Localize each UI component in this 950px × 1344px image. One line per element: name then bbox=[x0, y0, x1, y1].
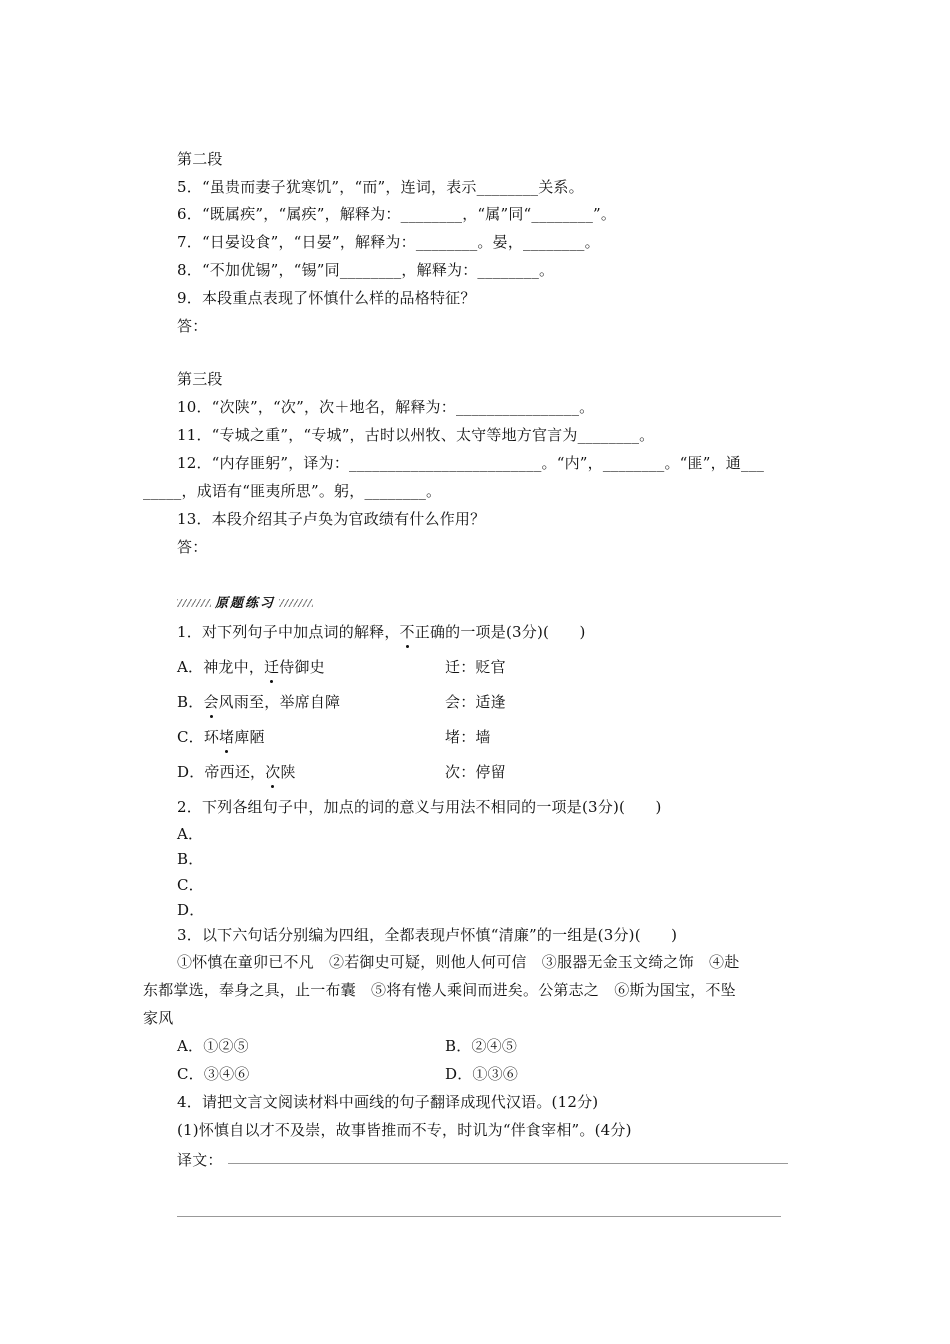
option-text: B． bbox=[177, 693, 204, 711]
q3-options-row1 bbox=[177, 1036, 777, 1056]
question-9: 9．本段重点表现了怀慎什么样的品格特征？ bbox=[177, 289, 476, 307]
q3-option-b: B．②④⑤ bbox=[445, 1037, 518, 1055]
question-11: 11．“专城之重”，“专城”，古时以州牧、太守等地方官言为________。 bbox=[177, 426, 655, 444]
option-text: C．环 bbox=[177, 728, 220, 746]
q3-body-line1: ①怀慎在童卯已不凡 ②若御史可疑，则他人何可信 ③服器无金玉文绮之饰 ④赴 bbox=[177, 953, 740, 971]
q1-option-b bbox=[177, 692, 777, 712]
option-explanation: 迁：贬官 bbox=[445, 658, 506, 676]
practice-banner bbox=[177, 592, 317, 612]
option-text: 庳陋 bbox=[234, 728, 265, 746]
q3-options-row2 bbox=[177, 1064, 777, 1084]
question-7: 7．“日晏设食”，“日晏”，解释为：________。晏，________。 bbox=[177, 233, 600, 251]
translation-answer-line bbox=[228, 1163, 788, 1164]
q2-option-a: A． bbox=[177, 825, 204, 843]
translation-label: 译文： bbox=[177, 1151, 223, 1169]
question-3-stem: 3．以下六句话分别编为四组，全都表现卢怀慎“清廉”的一组是(3分)( ) bbox=[177, 926, 678, 944]
translation-answer-line-2 bbox=[177, 1216, 781, 1217]
question-6: 6．“既属疾”，“属疾”，解释为：________，“属”同“________”。 bbox=[177, 205, 617, 223]
banner-hatch-right bbox=[279, 599, 313, 607]
q1-option-a bbox=[177, 657, 777, 677]
question-12-line1: 12．“内存匪躬”，译为：_________________________。“内”，________。“匪”，通___ bbox=[177, 454, 765, 472]
option-explanation: 堵：墙 bbox=[445, 728, 491, 746]
q3-body-line3: 家风 bbox=[143, 1009, 174, 1027]
q4-sub-question-1: (1)怀慎自以才不及崇，故事皆推而不专，时讥为“伴食宰相”。(4分) bbox=[177, 1121, 632, 1139]
q1-stem-before: 1．对下列句子中加点词的解释， bbox=[177, 623, 400, 641]
question-4-stem: 4．请把文言文阅读材料中画线的句子翻译成现代汉语。(12分) bbox=[177, 1093, 599, 1111]
option-explanation: 会：适逢 bbox=[445, 693, 506, 711]
option-text: 风雨至，举席自障 bbox=[218, 693, 341, 711]
q2-option-b: B． bbox=[177, 850, 204, 868]
q3-option-d: D．①③⑥ bbox=[445, 1065, 519, 1083]
banner-title: 原题练习 bbox=[215, 596, 276, 611]
question-2-stem: 2．下列各组句子中，加点的词的意义与用法不相同的一项是(3分)( ) bbox=[177, 798, 662, 816]
question-5: 5．“虽贵而妻子犹寒饥”，“而”，连词，表示________关系。 bbox=[177, 178, 584, 196]
section2-heading: 第二段 bbox=[177, 150, 223, 168]
q3-option-c: C．③④⑥ bbox=[177, 1065, 250, 1083]
dotted-word: 迁 bbox=[264, 658, 280, 676]
dotted-word: 次 bbox=[265, 763, 281, 781]
dotted-word: 堵 bbox=[219, 728, 235, 746]
question-1-stem bbox=[177, 622, 586, 642]
q1-stem-after: 正确的一项是(3分)( ) bbox=[414, 623, 586, 641]
question-13: 13．本段介绍其子卢奂为官政绩有什么作用？ bbox=[177, 510, 486, 528]
answer-label-13: 答： bbox=[177, 538, 208, 556]
q3-option-a: A．①②⑤ bbox=[177, 1037, 249, 1055]
option-text: 侍御史 bbox=[279, 658, 325, 676]
question-10: 10．“次陕”，“次”，次＋地名，解释为：________________。 bbox=[177, 398, 595, 416]
option-text: D．帝西还， bbox=[177, 763, 266, 781]
section3-heading: 第三段 bbox=[177, 370, 223, 388]
question-8: 8．“不加优锡”，“锡”同________，解释为：________。 bbox=[177, 261, 555, 279]
question-12-line2: _____，成语有“匪夷所思”。躬，________。 bbox=[143, 482, 442, 500]
option-explanation: 次：停留 bbox=[445, 763, 506, 781]
banner-hatch-left bbox=[177, 599, 211, 607]
q1-option-d bbox=[177, 762, 777, 782]
q2-option-c: C． bbox=[177, 876, 204, 894]
answer-label-9: 答： bbox=[177, 317, 208, 335]
q1-stem-dotted-word: 不 bbox=[399, 623, 415, 641]
q3-body-line2: 东都掌选，奉身之具，止一布囊 ⑤将有惓人乘间而进矣。公第志之 ⑥斯为国宝，不坠 bbox=[143, 981, 736, 999]
option-text: 陕 bbox=[280, 763, 296, 781]
option-text: A．神龙中， bbox=[177, 658, 265, 676]
q2-option-d: D． bbox=[177, 901, 205, 919]
dotted-word: 会 bbox=[203, 693, 219, 711]
q1-option-c bbox=[177, 727, 777, 747]
